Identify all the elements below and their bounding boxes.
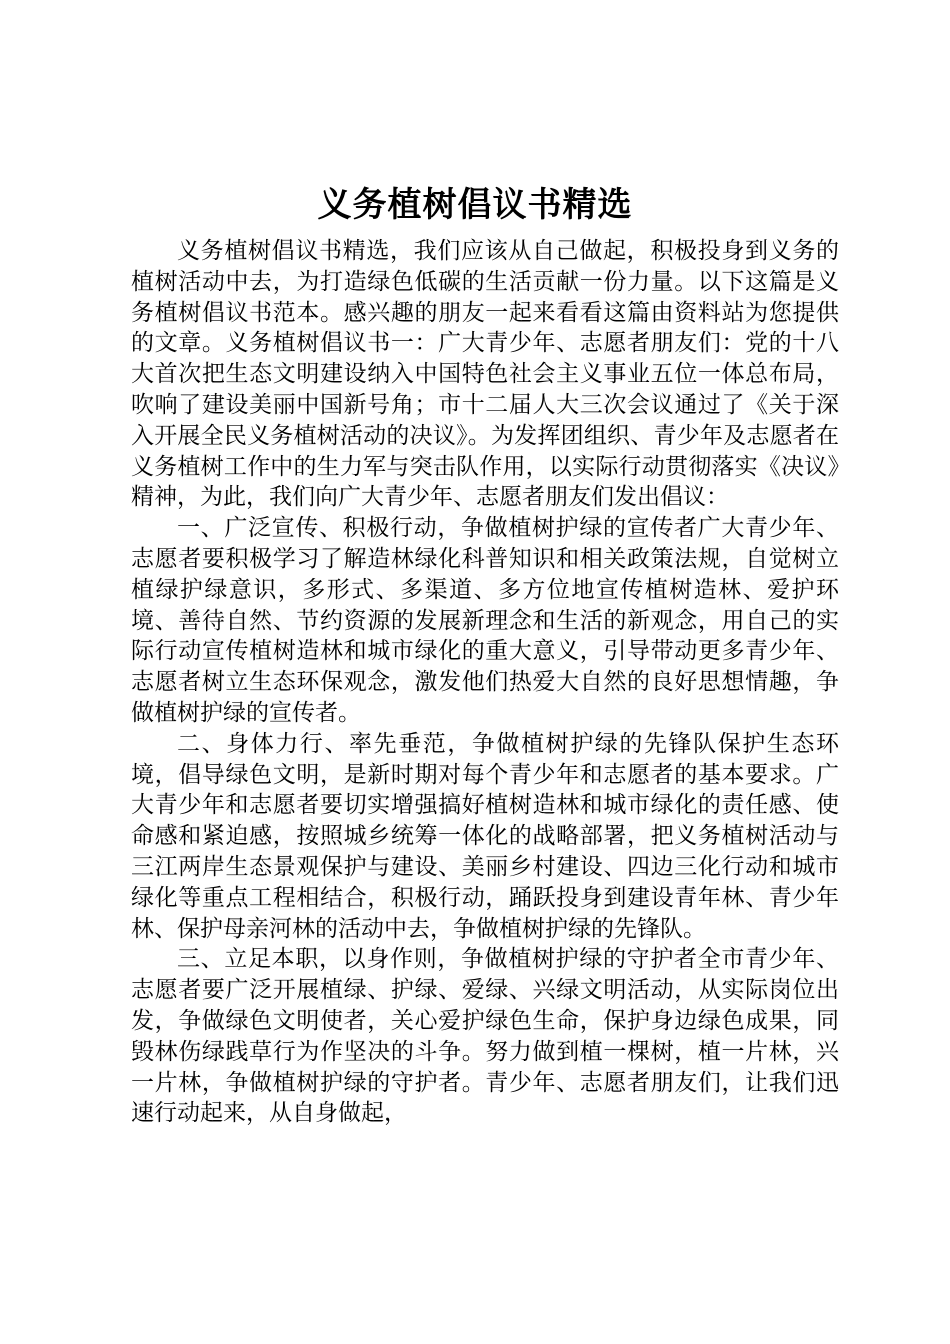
- paragraph-point-two: 二、身体力行、率先垂范，争做植树护绿的先锋队保护生态环境，倡导绿色文明，是新时期对每个青少年和志愿者的基本要求。广大青少年和志愿者要切实增强搞好植树造林和城市绿化的责任感、使命感和紧迫感，按照城乡统筹一体化的战略部署，把义务植树活动与三江两岸生态景观保护与建设、美丽乡村建设、四边三化行动和城市绿化等重点工程相结合，积极行动，踊跃投身到建设青年林、青少年林、保护母亲河林的活动中去，争做植树护绿的先锋队。: [131, 730, 839, 942]
- paragraph-point-three: 三、立足本职，以身作则，争做植树护绿的守护者全市青少年、志愿者要广泛开展植绿、护绿、爱绿、兴绿文明活动，从实际岗位出发，争做绿色文明使者，关心爱护绿色生命，保护身边绿色成果，同毁林伤绿践草行为作坚决的斗争。努力做到植一棵树，植一片林，兴一片林，争做植树护绿的守护者。青少年、志愿者朋友们，让我们迅速行动起来，从自身做起，: [131, 946, 839, 1127]
- paragraph-intro: 义务植树倡议书精选，我们应该从自己做起，积极投身到义务的植树活动中去，为打造绿色低碳的生活贡献一份力量。以下这篇是义务植树倡议书范本。感兴趣的朋友一起来看看这篇由资料站为您提供的文章。义务植树倡议书一：广大青少年、志愿者朋友们：党的十八大首次把生态文明建设纳入中国特色社会主义事业五位一体总布局，吹响了建设美丽中国新号角；市十二届人大三次会议通过了《关于深入开展全民义务植树活动的决议》。为发挥团组织、青少年及志愿者在义务植树工作中的生力军与突击队作用，以实际行动贯彻落实《决议》精神，为此，我们向广大青少年、志愿者朋友们发出倡议：: [131, 238, 839, 511]
- document-body: [131, 236, 839, 1129]
- paragraph-point-one: 一、广泛宣传、积极行动，争做植树护绿的宣传者广大青少年、志愿者要积极学习了解造林绿化科普知识和相关政策法规，自觉树立植绿护绿意识，多形式、多渠道、多方位地宣传植树造林、爱护环境、善待自然、节约资源的发展新理念和生活的新观念，用自己的实际行动宣传植树造林和城市绿化的重大意义，引导带动更多青少年、志愿者树立生态环保观念，激发他们热爱大自然的良好思想情趣，争做植树护绿的宣传者。: [131, 515, 839, 726]
- document-title: 义务植树倡议书精选: [317, 185, 633, 225]
